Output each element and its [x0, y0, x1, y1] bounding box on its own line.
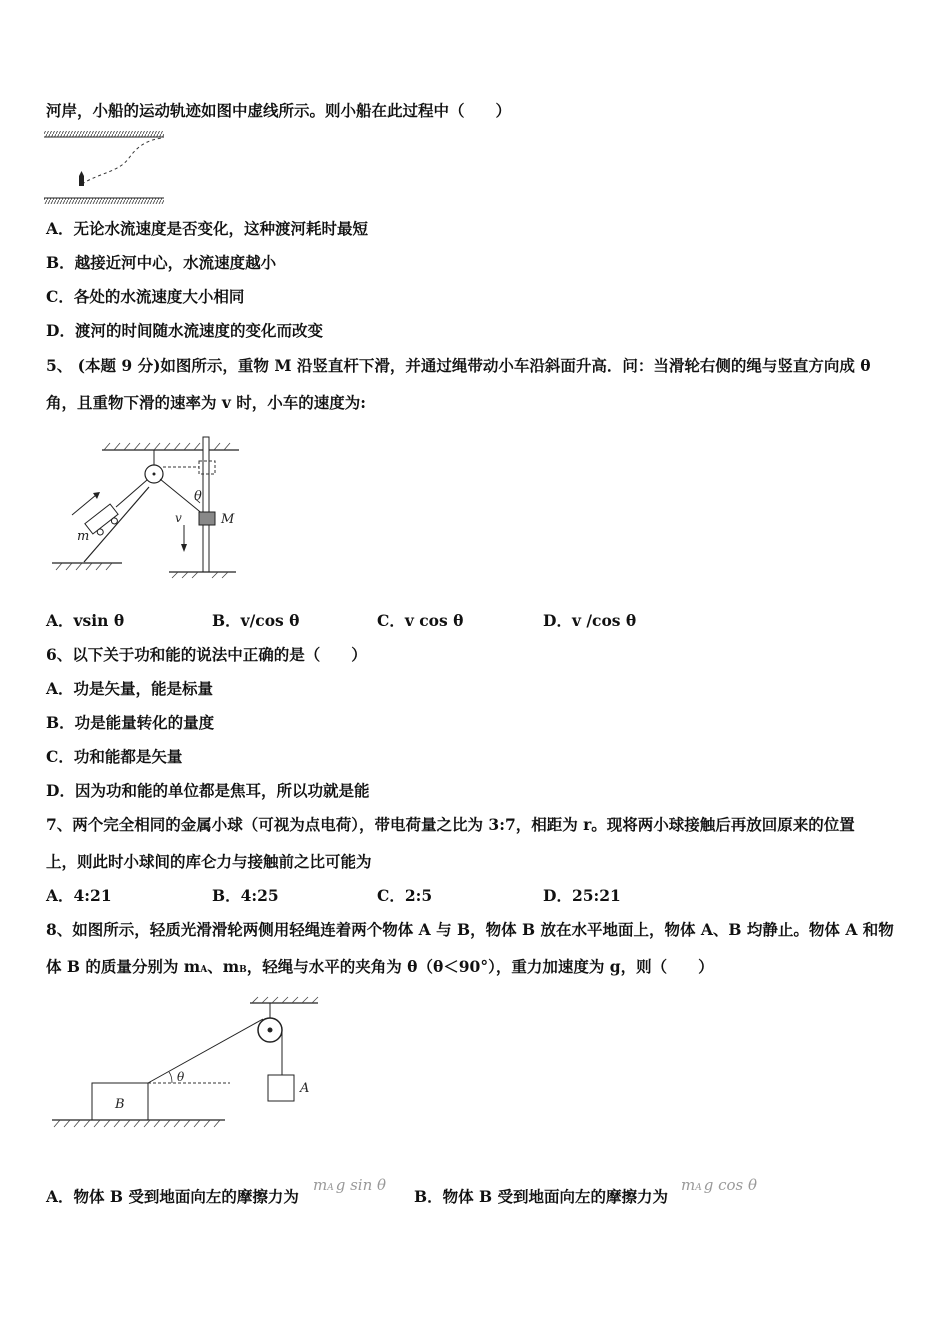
q8-option-b: B．物体 B 受到地面向左的摩擦力为 [414, 1187, 668, 1206]
q8-stem-line2: 体 B 的质量分别为 mA、mB，轻绳与水平的夹角为 θ（θ＜90°），重力加速度为 g，则（ ） [46, 957, 714, 976]
q6-stem: 6、以下关于功和能的说法中正确的是（ ） [46, 645, 367, 664]
block-A [268, 1075, 294, 1101]
q7-option-d: D．25:21 [543, 886, 621, 905]
q5-option-a: A．vsin θ [46, 611, 125, 630]
q6-option-d: D．因为功和能的单位都是焦耳，所以功就是能 [46, 781, 370, 800]
block-M [199, 512, 215, 525]
label-v: v [175, 511, 182, 525]
q8-option-a-formula: mA g sin θ [313, 1176, 387, 1194]
q8-pulley-figure [50, 995, 350, 1135]
q6-option-c: C．功和能都是矢量 [46, 747, 183, 766]
q8-option-a: A．物体 B 受到地面向左的摩擦力为 [46, 1187, 299, 1206]
q7-option-c: C．2:5 [377, 886, 433, 905]
boat-icon [79, 171, 84, 186]
q5-stem-line2: 角，且重物下滑的速率为 v 时，小车的速度为: [46, 393, 367, 412]
label-A: A [300, 1081, 310, 1096]
q7-stem-line1: 7、两个完全相同的金属小球（可视为点电荷），带电荷量之比为 3:7，相距为 r。现将两小球接触后再放回原来的位置 [46, 815, 855, 834]
boat-trajectory [82, 138, 162, 184]
q5-option-d: D．v /cos θ [543, 611, 637, 630]
q4-option-c: C．各处的水流速度大小相同 [46, 287, 245, 306]
label-theta: θ [194, 489, 202, 504]
q6-option-a: A．功是矢量，能是标量 [46, 679, 214, 698]
q5-option-c: C．v cos θ [377, 611, 464, 630]
q5-stem-line1: 5、 (本题 9 分)如图所示，重物 M 沿竖直杆下滑，并通过绳带动小车沿斜面升高．问：当滑轮右侧的绳与竖直方向成 θ [46, 356, 871, 375]
q7-option-b: B．4:25 [212, 886, 279, 905]
vertical-pole [203, 437, 209, 572]
lower-bank [44, 198, 164, 204]
label-B: B [115, 1097, 125, 1112]
q7-option-a: A．4:21 [46, 886, 112, 905]
q4-option-d: D．渡河的时间随水流速度的变化而改变 [46, 321, 323, 340]
label-m: m [77, 529, 90, 544]
q6-option-b: B．功是能量转化的量度 [46, 713, 215, 732]
q4-river-figure [44, 128, 169, 208]
q4-option-b: B．越接近河中心，水流速度越小 [46, 253, 277, 272]
q8-stem-line1: 8、如图所示，轻质光滑滑轮两侧用轻绳连着两个物体 A 与 B，物体 B 放在水平地面上，物体 A、B 均静止。物体 A 和物 [46, 920, 894, 939]
q5-pulley-figure [44, 425, 244, 580]
label-theta: θ [177, 1070, 185, 1084]
upper-bank [44, 131, 164, 137]
q7-stem-line2: 上，则此时小球间的库仑力与接触前之比可能为 [46, 852, 372, 871]
label-M: M [221, 512, 235, 527]
q4-stem: 河岸，小船的运动轨迹如图中虚线所示。则小船在此过程中（ ） [46, 101, 512, 120]
q4-option-a: A．无论水流速度是否变化，这种渡河耗时最短 [46, 219, 369, 238]
q8-option-b-formula: mA g cos θ [681, 1176, 758, 1194]
q5-option-b: B．v/cos θ [212, 611, 300, 630]
